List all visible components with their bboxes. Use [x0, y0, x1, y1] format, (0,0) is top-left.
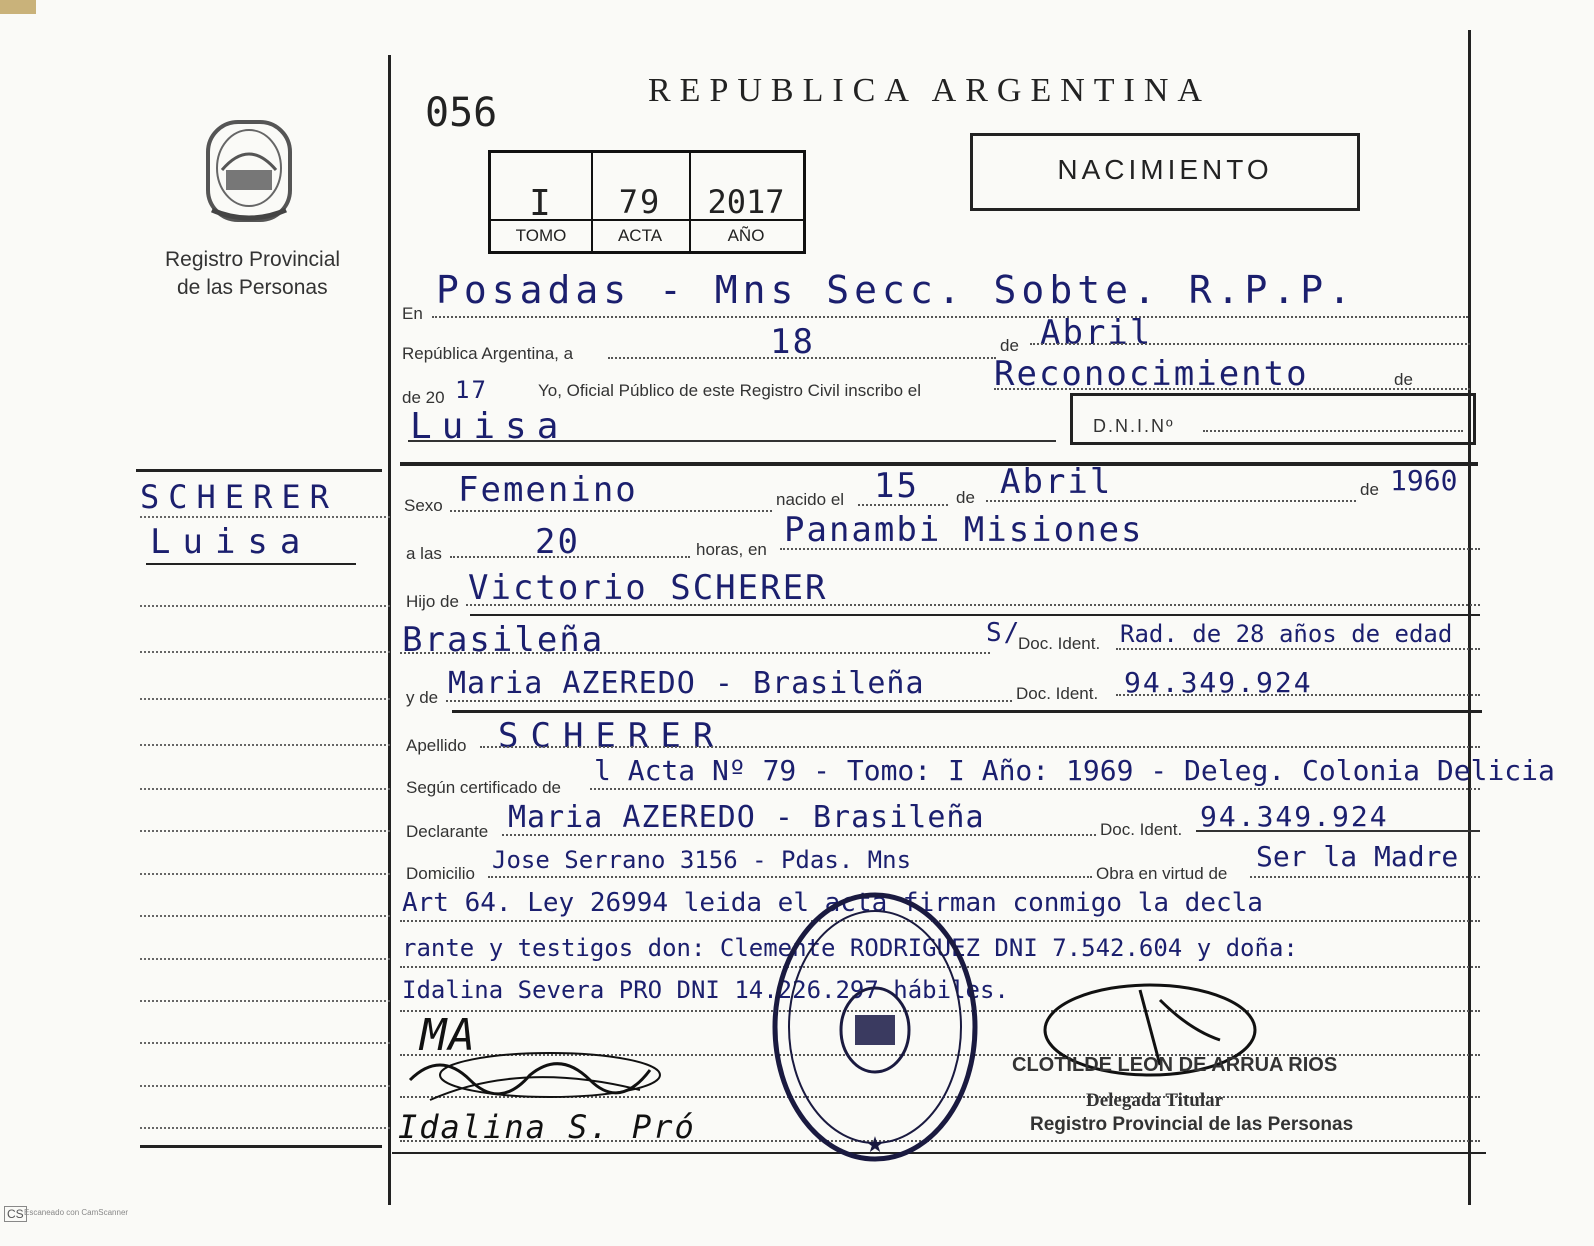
birth-place-line [780, 548, 1480, 550]
acta-value: 79 [618, 183, 662, 221]
place-value: Posadas - Mns Secc. Sobte. R.P.P. [436, 268, 1356, 312]
margin-line [140, 1127, 390, 1129]
mother-line [446, 700, 1012, 702]
left-column-border [388, 55, 391, 1205]
tomo-cell [491, 153, 593, 251]
certificado-line [590, 788, 1480, 790]
horas-label: horas, en [696, 540, 767, 559]
record-type-label: NACIMIENTO [1057, 154, 1273, 185]
de-label: de [1000, 336, 1019, 355]
declarante-doc-label: Doc. Ident. [1100, 820, 1183, 839]
margin-line [140, 830, 390, 832]
declarante-label: Declarante [406, 822, 489, 841]
notes-line-1: Art 64. Ley 26994 leida el acta firman conmigo la decla [402, 888, 1263, 918]
margin-line [140, 744, 390, 746]
acta-label: ACTA [591, 219, 689, 251]
misiones-seal-logo [202, 118, 296, 228]
birth-place-value: Panambi Misiones [784, 510, 1144, 550]
year-prefix: de 20 [402, 388, 445, 407]
en-label: En [402, 304, 423, 323]
margin-line [140, 788, 390, 790]
mother-value: Maria AZEREDO - Brasileña [448, 666, 925, 701]
dni-box [1070, 393, 1476, 445]
obra-line [1250, 876, 1480, 878]
year-suffix: 17 [455, 376, 488, 404]
declarante-doc-value: 94.349.924 [1200, 800, 1389, 833]
birth-month-line [986, 500, 1356, 502]
inscription-line [994, 388, 1470, 390]
apellido-label: Apellido [406, 736, 467, 755]
official-name-stamp: CLOTILDE LEON DE ARRUA RIOS [1012, 1054, 1338, 1076]
hour-value: 20 [535, 522, 580, 562]
margin-line [140, 915, 390, 917]
section-divider [400, 462, 1478, 466]
domicilio-line [488, 876, 1092, 878]
apellido-line [480, 746, 1480, 748]
sexo-value: Femenino [458, 470, 638, 510]
domicilio-label: Domicilio [406, 864, 475, 883]
ano-value: 2017 [707, 183, 785, 221]
birth-day-value: 15 [874, 466, 919, 506]
scanner-text: Escaneado con CamScanner [24, 1208, 129, 1217]
father-line [466, 604, 1480, 606]
witness-signature: Idalina S. Pró [398, 1108, 696, 1146]
month-value: Abril [1040, 313, 1153, 353]
acta-cell [591, 153, 691, 251]
republica-label: República Argentina, a [402, 344, 574, 363]
record-type-box [970, 133, 1360, 211]
father-doc-prefix: S/ [986, 618, 1022, 648]
person-name-value: Luisa [410, 406, 569, 447]
sexo-line [450, 510, 772, 512]
tomo-label: TOMO [491, 219, 591, 251]
birth-month-value: Abril [1000, 462, 1113, 502]
apellido-value: SCHERER [498, 716, 726, 756]
margin-line [140, 651, 390, 653]
official-title-stamp: Delegada Titular [1086, 1090, 1224, 1111]
obra-value: Ser la Madre [1256, 840, 1459, 873]
de-label-4: de [1360, 480, 1379, 499]
declarante-doc-line [1196, 830, 1480, 832]
obra-label: Obra en virtud de [1096, 864, 1228, 883]
country-title: REPUBLICA ARGENTINA [648, 72, 1211, 109]
father-divider [470, 614, 1480, 616]
margin-line [140, 1042, 390, 1044]
scanner-badge: CS [4, 1206, 27, 1222]
left-divider-top [136, 469, 382, 472]
nacido-label: nacido el [776, 490, 845, 509]
inscription-value: Reconocimiento [994, 354, 1309, 394]
ano-cell [689, 153, 803, 251]
mother-doc-value: 94.349.924 [1124, 666, 1313, 699]
de-label-3: de [956, 488, 975, 507]
margin-line [140, 1000, 390, 1002]
sexo-label: Sexo [404, 496, 443, 515]
dni-label: D.N.I.Nº [1093, 416, 1175, 436]
segun-label: Según certificado de [406, 778, 561, 797]
margin-line [140, 516, 390, 518]
margin-line [140, 698, 390, 700]
birth-year-value: 1960 [1390, 464, 1458, 497]
margin-line [140, 605, 390, 607]
margin-line [140, 958, 390, 960]
father-doc-line [1116, 648, 1480, 650]
record-number: 056 [425, 90, 498, 136]
declarante-line [502, 834, 1096, 836]
place-line [432, 316, 1468, 318]
official-registry-stamp: Registro Provincial de las Personas [1030, 1114, 1354, 1135]
tomo-value: I [529, 183, 553, 224]
father-doc-value: Rad. de 28 años de edad [1120, 620, 1453, 648]
registry-name-line1: Registro Provincial [165, 248, 341, 271]
signature-initials: MA [420, 1010, 477, 1061]
declarante-value: Maria AZEREDO - Brasileña [508, 800, 985, 835]
month-line [1030, 343, 1470, 345]
margin-line [140, 1085, 390, 1087]
svg-text:★: ★ [865, 1132, 885, 1157]
certificado-value: l Acta Nº 79 - Tomo: I Año: 1969 - Deleg. Colonia Delicia [594, 754, 1555, 787]
record-table [488, 150, 806, 254]
left-divider-bottom [140, 1145, 382, 1148]
day-value: 18 [770, 322, 815, 362]
margin-line [140, 873, 390, 875]
notes-line-3: Idalina Severa PRO DNI 14.226.297 hábiles. [402, 976, 1009, 1004]
father-doc-label: Doc. Ident. [1018, 634, 1101, 653]
de-label-2: de [1394, 370, 1413, 389]
notes-line-2: rante y testigos don: Clemente RODRIGUEZ DNI 7.542.604 y doña: [402, 934, 1298, 962]
mother-divider [452, 710, 1482, 713]
y-de-label: y de [406, 688, 439, 707]
person-name-line [408, 440, 1056, 442]
birth-day-line [858, 504, 948, 506]
official-seal [770, 890, 980, 1165]
a-las-label: a las [406, 544, 442, 563]
margin-surname: SCHERER [140, 478, 338, 516]
father-nationality: Brasileña [402, 620, 605, 660]
dni-line [1203, 430, 1463, 432]
oficial-text: Yo, Oficial Público de este Registro Civil inscribo el [538, 381, 921, 400]
margin-name-underline [146, 563, 356, 565]
right-column-border [1468, 30, 1471, 1205]
corner-mark [0, 0, 36, 14]
margin-name: Luisa [150, 522, 313, 562]
mother-doc-line [1116, 694, 1480, 696]
ano-label: AÑO [689, 219, 803, 251]
father-nat-line [400, 652, 990, 654]
mother-doc-label: Doc. Ident. [1016, 684, 1099, 703]
father-value: Victorio SCHERER [468, 568, 828, 608]
hijo-label: Hijo de [406, 592, 459, 611]
registry-name-line2: de las Personas [177, 276, 328, 299]
domicilio-value: Jose Serrano 3156 - Pdas. Mns [492, 846, 912, 874]
